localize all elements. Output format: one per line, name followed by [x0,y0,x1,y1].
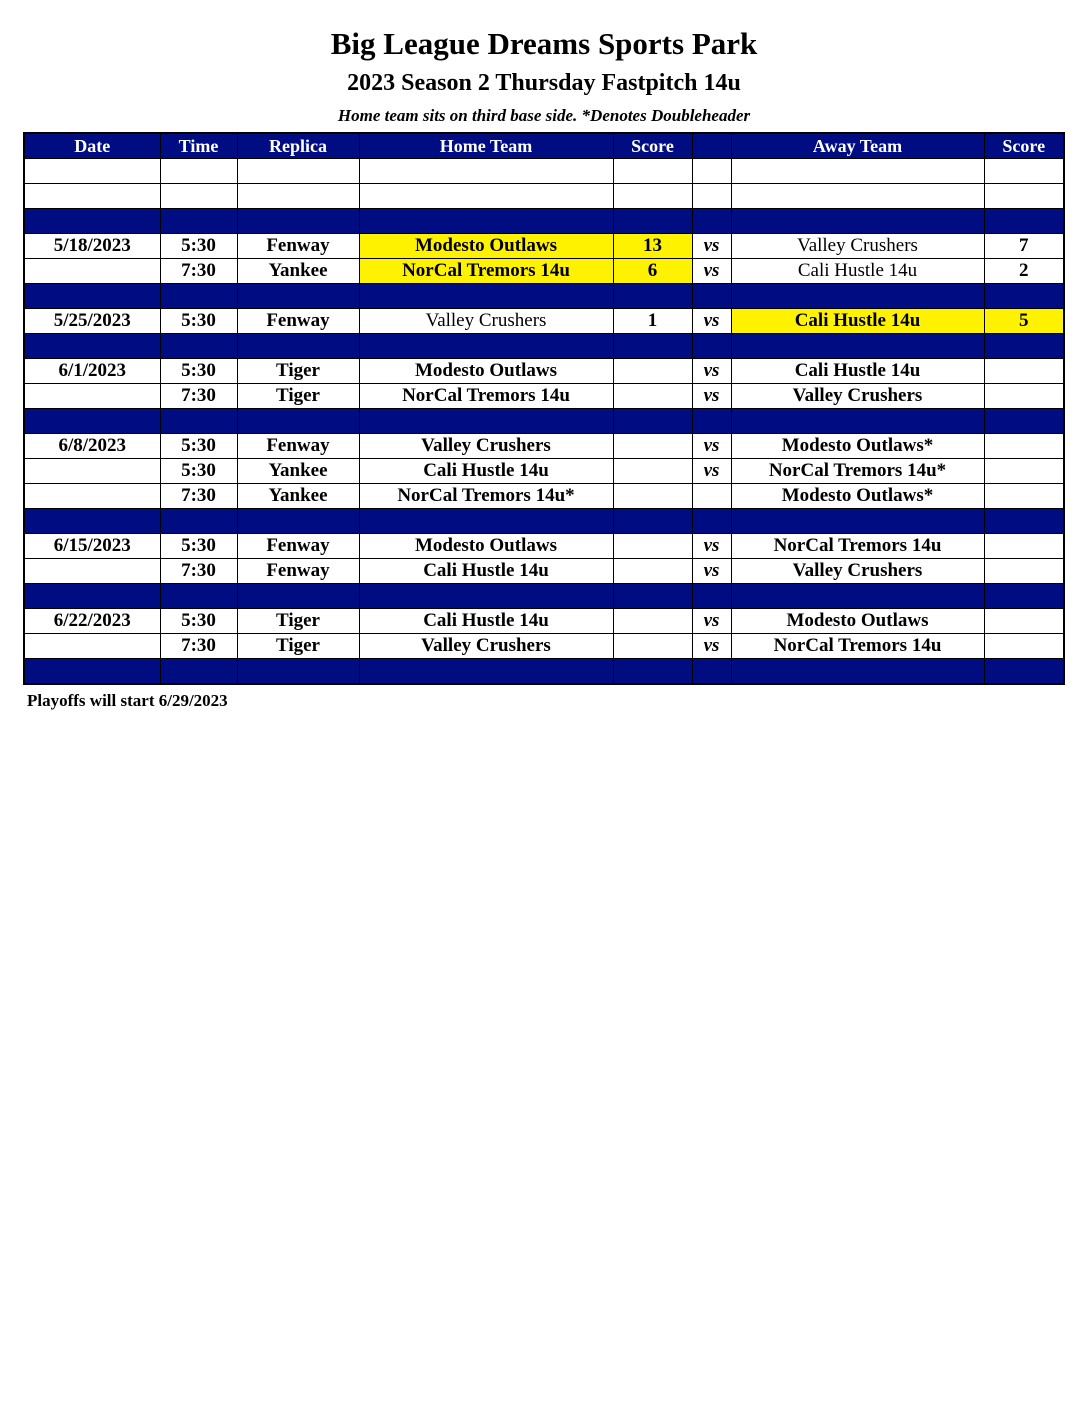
header-row [24,133,1064,159]
vs-cell: vs [692,259,731,284]
time-cell [160,334,237,359]
home-score-cell: 1 [613,309,692,334]
home-team-cell: Valley Crushers [359,434,613,459]
away-team-cell: Modesto Outlaws* [731,434,984,459]
date-cell [24,559,160,584]
time-cell: 7:30 [160,259,237,284]
home-score-cell: 13 [613,234,692,259]
home-score-cell [613,584,692,609]
away-team-cell: Modesto Outlaws* [731,484,984,509]
away-team-cell [731,209,984,234]
home-score-cell: 6 [613,259,692,284]
home-score-cell [613,384,692,409]
away-score-cell [984,659,1064,685]
home-score-cell [613,184,692,209]
home-team-cell [359,209,613,234]
playoffs-note: Playoffs will start 6/29/2023 [27,691,228,710]
home-score-cell [613,484,692,509]
home-team-cell: Valley Crushers [359,309,613,334]
date-cell [24,484,160,509]
home-team-cell: Cali Hustle 14u [359,609,613,634]
time-cell: 5:30 [160,359,237,384]
replica-cell: Tiger [237,634,359,659]
away-score-cell: 7 [984,234,1064,259]
date-cell [24,409,160,434]
away-score-cell [984,409,1064,434]
column-header-away-score: Score [984,133,1064,159]
replica-cell: Yankee [237,259,359,284]
column-header-time: Time [160,133,237,159]
game-row [24,459,1064,484]
away-score-cell [984,634,1064,659]
replica-cell [237,509,359,534]
replica-cell: Tiger [237,384,359,409]
away-score-cell [984,184,1064,209]
game-row [24,434,1064,459]
home-score-cell [613,409,692,434]
game-row [24,359,1064,384]
date-cell [24,459,160,484]
away-team-cell [731,159,984,184]
vs-cell [692,484,731,509]
home-score-cell [613,334,692,359]
away-team-cell: Valley Crushers [731,234,984,259]
home-score-cell [613,659,692,685]
away-team-cell: Valley Crushers [731,559,984,584]
time-cell: 5:30 [160,459,237,484]
game-row [24,384,1064,409]
away-team-cell: NorCal Tremors 14u [731,634,984,659]
game-row [24,559,1064,584]
date-cell [24,384,160,409]
vs-cell [692,209,731,234]
away-score-cell [984,334,1064,359]
game-row [24,259,1064,284]
away-team-cell [731,509,984,534]
date-cell: 6/1/2023 [24,359,160,384]
home-team-cell: Modesto Outlaws [359,234,613,259]
time-cell [160,409,237,434]
away-team-cell [731,184,984,209]
away-team-cell: NorCal Tremors 14u* [731,459,984,484]
column-header-date: Date [24,133,160,159]
vs-cell: vs [692,609,731,634]
date-cell: 6/15/2023 [24,534,160,559]
separator-row [24,209,1064,234]
game-row [24,309,1064,334]
home-team-cell [359,284,613,309]
away-team-cell [731,409,984,434]
replica-cell: Yankee [237,459,359,484]
date-cell [24,334,160,359]
home-team-cell: NorCal Tremors 14u [359,259,613,284]
away-score-cell [984,359,1064,384]
vs-cell [692,334,731,359]
vs-cell [692,509,731,534]
home-team-cell [359,659,613,685]
date-cell [24,584,160,609]
replica-cell: Fenway [237,534,359,559]
home-score-cell [613,359,692,384]
date-cell [24,209,160,234]
vs-cell: vs [692,634,731,659]
game-row [24,609,1064,634]
time-cell: 7:30 [160,634,237,659]
date-cell: 5/18/2023 [24,234,160,259]
column-header-away-team: Away Team [731,133,984,159]
home-score-cell [613,284,692,309]
time-cell [160,159,237,184]
game-row [24,534,1064,559]
away-score-cell: 5 [984,309,1064,334]
vs-cell [692,159,731,184]
vs-cell [692,659,731,685]
time-cell: 5:30 [160,309,237,334]
away-team-cell: Modesto Outlaws [731,609,984,634]
time-cell [160,659,237,685]
away-team-cell [731,659,984,685]
away-team-cell [731,334,984,359]
date-cell: 6/22/2023 [24,609,160,634]
away-team-cell: Cali Hustle 14u [731,359,984,384]
home-score-cell [613,634,692,659]
home-team-cell: Valley Crushers [359,634,613,659]
schedule-body [24,159,1064,685]
separator-row [24,334,1064,359]
away-team-cell: NorCal Tremors 14u [731,534,984,559]
replica-cell: Fenway [237,309,359,334]
home-score-cell [613,559,692,584]
home-team-note: Home team sits on third base side. *Denotes Doubleheader [337,106,751,125]
home-score-cell [613,534,692,559]
home-score-cell [613,509,692,534]
away-team-cell: Cali Hustle 14u [731,259,984,284]
vs-cell [692,184,731,209]
home-team-cell: Modesto Outlaws [359,359,613,384]
home-team-cell [359,184,613,209]
replica-cell [237,184,359,209]
time-cell: 7:30 [160,559,237,584]
replica-cell: Fenway [237,234,359,259]
page-title: Big League Dreams Sports Park [330,26,758,61]
away-score-cell [984,509,1064,534]
separator-row [24,659,1064,685]
vs-cell: vs [692,384,731,409]
away-score-cell [984,284,1064,309]
home-score-cell [613,609,692,634]
time-cell: 7:30 [160,484,237,509]
blank-row [24,184,1064,209]
time-cell: 5:30 [160,234,237,259]
vs-cell: vs [692,459,731,484]
home-team-cell: NorCal Tremors 14u* [359,484,613,509]
away-score-cell [984,434,1064,459]
time-cell: 5:30 [160,434,237,459]
time-cell [160,509,237,534]
home-score-cell [613,209,692,234]
separator-row [24,409,1064,434]
replica-cell [237,209,359,234]
replica-cell [237,334,359,359]
home-team-cell [359,409,613,434]
column-header-vs [692,133,731,159]
home-team-cell [359,509,613,534]
home-team-cell: NorCal Tremors 14u [359,384,613,409]
date-cell [24,659,160,685]
time-cell: 7:30 [160,384,237,409]
replica-cell [237,409,359,434]
game-row [24,234,1064,259]
column-header-replica: Replica [237,133,359,159]
home-score-cell [613,434,692,459]
time-cell [160,209,237,234]
replica-cell: Yankee [237,484,359,509]
game-row [24,634,1064,659]
vs-cell: vs [692,534,731,559]
replica-cell [237,659,359,685]
game-row [24,484,1064,509]
schedule-table [23,132,1065,685]
vs-cell: vs [692,309,731,334]
vs-cell: vs [692,234,731,259]
date-cell [24,259,160,284]
schedule-subtitle: 2023 Season 2 Thursday Fastpitch 14u [347,70,741,96]
blank-row [24,159,1064,184]
separator-row [24,509,1064,534]
separator-row [24,284,1064,309]
away-team-cell: Valley Crushers [731,384,984,409]
home-score-cell [613,159,692,184]
away-score-cell [984,534,1064,559]
home-team-cell: Cali Hustle 14u [359,459,613,484]
column-header-home-score: Score [613,133,692,159]
replica-cell: Fenway [237,434,359,459]
away-score-cell [984,159,1064,184]
replica-cell [237,584,359,609]
column-header-home-team: Home Team [359,133,613,159]
away-score-cell [984,559,1064,584]
replica-cell: Fenway [237,559,359,584]
time-cell [160,584,237,609]
away-score-cell [984,584,1064,609]
vs-cell: vs [692,559,731,584]
home-team-cell: Cali Hustle 14u [359,559,613,584]
away-score-cell [984,484,1064,509]
away-team-cell [731,284,984,309]
away-score-cell [984,609,1064,634]
home-team-cell: Modesto Outlaws [359,534,613,559]
date-cell [24,509,160,534]
home-team-cell [359,159,613,184]
away-score-cell: 2 [984,259,1064,284]
replica-cell [237,159,359,184]
date-cell: 6/8/2023 [24,434,160,459]
time-cell: 5:30 [160,534,237,559]
away-score-cell [984,384,1064,409]
vs-cell [692,284,731,309]
separator-row [24,584,1064,609]
away-team-cell: Cali Hustle 14u [731,309,984,334]
date-cell [24,634,160,659]
date-cell: 5/25/2023 [24,309,160,334]
vs-cell [692,409,731,434]
away-team-cell [731,584,984,609]
date-cell [24,184,160,209]
time-cell: 5:30 [160,609,237,634]
vs-cell [692,584,731,609]
replica-cell [237,284,359,309]
home-score-cell [613,459,692,484]
away-score-cell [984,209,1064,234]
date-cell [24,284,160,309]
home-team-cell [359,584,613,609]
vs-cell: vs [692,359,731,384]
date-cell [24,159,160,184]
vs-cell: vs [692,434,731,459]
replica-cell: Tiger [237,359,359,384]
home-team-cell [359,334,613,359]
replica-cell: Tiger [237,609,359,634]
away-score-cell [984,459,1064,484]
time-cell [160,284,237,309]
time-cell [160,184,237,209]
